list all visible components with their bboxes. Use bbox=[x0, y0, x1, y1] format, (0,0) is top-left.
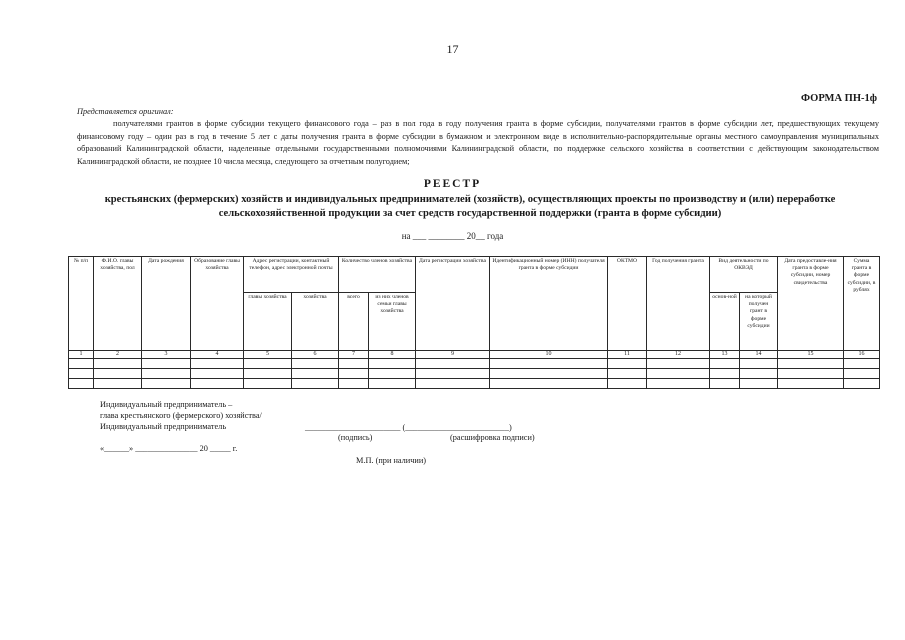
header-okved-group: Вид деятельности по ОКВЭД bbox=[710, 257, 778, 293]
column-number: 11 bbox=[608, 351, 647, 359]
column-number: 9 bbox=[416, 351, 490, 359]
header-address-group: Адрес регистрации, контактный телефон, адрес электронной почты bbox=[244, 257, 339, 293]
column-number: 12 bbox=[647, 351, 710, 359]
table-row bbox=[69, 379, 880, 389]
header-reg-date: Дата регистрации хозяйства bbox=[416, 257, 490, 351]
header-okved-grant: на который получен грант в форме субсидии bbox=[740, 293, 778, 351]
registry-subtitle: крестьянских (фермерских) хозяйств и индивидуальных предпринимателей (хозяйств), осуществляющих проекты по производству и (или) переработке сельскохозяйственной продукции за счет средств государственной поддержки (гранта в форме субсидии) bbox=[104, 194, 836, 219]
date-line: «______» _______________ 20 _____ г. bbox=[100, 444, 238, 453]
registry-table bbox=[68, 256, 880, 389]
header-education: Образование главы хозяйства bbox=[191, 257, 244, 351]
registry-title: РЕЕСТР bbox=[423, 178, 482, 190]
header-address-head: главы хозяйства bbox=[244, 293, 292, 351]
header-okved-main: основ-ной bbox=[710, 293, 740, 351]
column-number: 7 bbox=[339, 351, 369, 359]
header-inn: Идентификационный номер (ИНН) получателя гранта в форме субсидии bbox=[490, 257, 608, 351]
signatory-role bbox=[100, 399, 262, 432]
header-oktmo: ОКТМО bbox=[608, 257, 647, 351]
header-address-farm: хозяйства bbox=[292, 293, 339, 351]
column-number: 4 bbox=[191, 351, 244, 359]
table-row bbox=[69, 359, 880, 369]
role-line: Индивидуальный предприниматель – bbox=[100, 400, 233, 409]
stamp-note: М.П. (при наличии) bbox=[356, 456, 427, 465]
header-num: № п/п bbox=[69, 257, 94, 351]
column-number-row bbox=[69, 351, 880, 359]
column-number: 16 bbox=[844, 351, 880, 359]
decode-caption: (расшифровка подписи) bbox=[450, 433, 535, 442]
page-number: 17 bbox=[446, 42, 459, 56]
form-code: ФОРМА ПН-1ф bbox=[801, 93, 877, 104]
column-number: 13 bbox=[710, 351, 740, 359]
role-line: Индивидуальный предприниматель bbox=[100, 422, 227, 431]
header-grant-year: Год получения гранта bbox=[647, 257, 710, 351]
header-sum: Сумма гранта в форме субсидии, в рублях bbox=[844, 257, 880, 351]
column-number: 10 bbox=[490, 351, 608, 359]
header-fio: Ф.И.О. главы хозяйства, пол bbox=[94, 257, 142, 351]
header-birth: Дата рождения bbox=[142, 257, 191, 351]
table-row bbox=[69, 369, 880, 379]
intro-label: Представляется оригинал: bbox=[77, 107, 174, 116]
header-members-total: всего bbox=[339, 293, 369, 351]
column-number: 6 bbox=[292, 351, 339, 359]
header-cert: Дата предоставле-ния гранта в форме субсидии, номер свидетельства bbox=[778, 257, 844, 351]
column-number: 3 bbox=[142, 351, 191, 359]
header-members-family: из них членов семьи главы хозяйства bbox=[369, 293, 416, 351]
column-number: 1 bbox=[69, 351, 94, 359]
role-line: глава крестьянского (фермерского) хозяйства/ bbox=[100, 411, 262, 420]
signature-caption: (подпись) bbox=[338, 433, 373, 442]
column-number: 5 bbox=[244, 351, 292, 359]
intro-text: получателями грантов в форме субсидии текущего финансового года – раз в пол года в году получения гранта в форме субсидии, получателями грантов в форме субсидии лет, предшествующих текущему финансовому году – один раз в год в течение 5 лет с даты получения гранта в форме субсидии в бумажном и электронном виде в исполнительно-распорядительные органы местного самоуправления муниципальных образований Калининградской области, наделенные отдельными государственными полномочиями Калининградской области, по поддержке сельского хозяйства в соответствии с действующим законодательством Калининградской области, не позднее 10 числа месяца, следующего за отчетным полугодием; bbox=[77, 119, 879, 166]
header-members-group: Количество членов хозяйства bbox=[339, 257, 416, 293]
column-number: 15 bbox=[778, 351, 844, 359]
column-number: 2 bbox=[94, 351, 142, 359]
registry-date: на ___ ________ 20__ года bbox=[401, 231, 504, 241]
signature-line: _______________________ (_________________________) bbox=[305, 423, 512, 432]
column-number: 8 bbox=[369, 351, 416, 359]
column-number: 14 bbox=[740, 351, 778, 359]
